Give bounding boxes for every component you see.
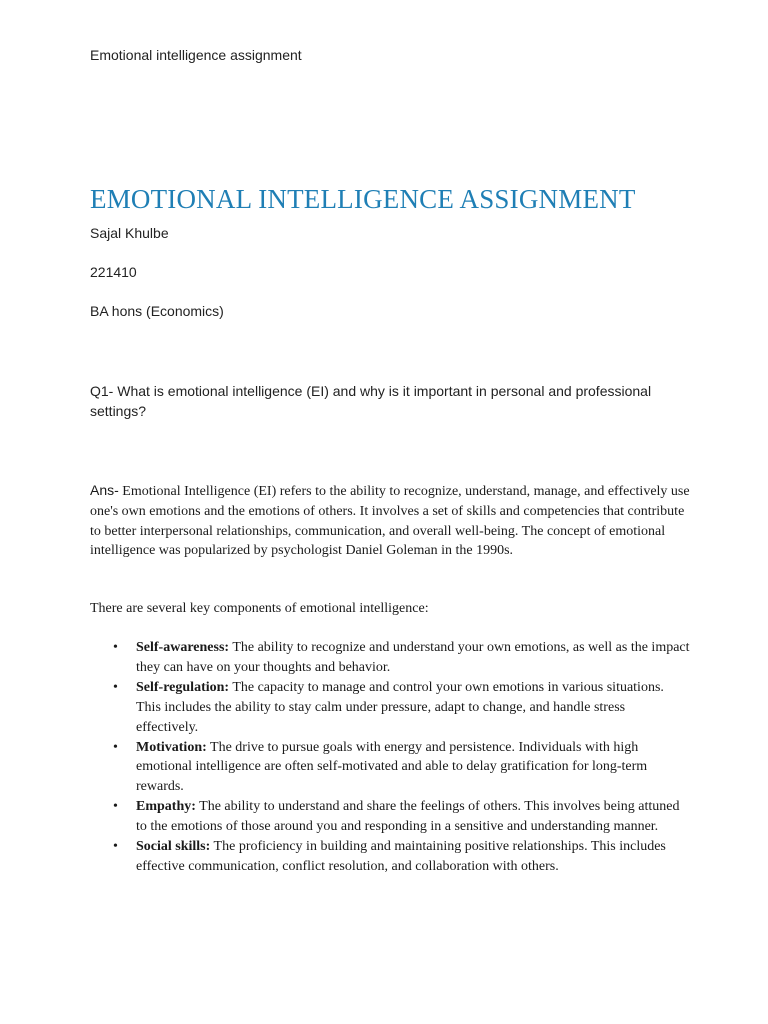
components-list xyxy=(90,638,690,877)
component-text: The proficiency in building and maintaining positive relationships. This includes effective communication, conflict resolution, and collaboration with others. xyxy=(136,839,666,874)
bullet-icon: • xyxy=(113,679,118,695)
list-item xyxy=(90,638,690,678)
list-item xyxy=(90,738,690,798)
author-name: Sajal Khulbe xyxy=(90,225,169,241)
component-term: Motivation: xyxy=(136,739,207,755)
component-term: Self-regulation: xyxy=(136,679,230,695)
course-name: BA hons (Economics) xyxy=(90,303,224,319)
question-text: Q1- What is emotional intelligence (EI) and why is it important in personal and professional settings? xyxy=(90,383,652,419)
student-id: 221410 xyxy=(90,264,137,280)
component-text: The ability to recognize and understand your own emotions, as well as the impact they can have on your thoughts and behavior. xyxy=(136,640,690,675)
bullet-icon: • xyxy=(113,739,118,755)
list-item xyxy=(90,678,690,738)
component-text: The ability to understand and share the feelings of others. This involves being attuned to the emotions of those around you and responding in a sensitive and understanding manner. xyxy=(136,799,680,835)
bullet-icon: • xyxy=(113,640,118,655)
component-term: Social skills: xyxy=(136,839,211,855)
component-term: Empathy: xyxy=(136,799,196,815)
list-item xyxy=(90,797,690,837)
answer-lead: Ans- xyxy=(90,482,119,498)
component-text: The capacity to manage and control your own emotions in various situations. This includes the ability to stay calm under pressure, adapt to change, and handle stress effectively. xyxy=(136,679,664,735)
document-title: EMOTIONAL INTELLIGENCE ASSIGNMENT xyxy=(90,184,636,214)
answer-body: Emotional Intelligence (EI) refers to the ability to recognize, understand, manage, and effectively use one's own emotions and the emotions of others. It involves a set of skills and competencies that contribute to better interpersonal relationships, communication, and overall well-being. The concept of emotional intelligence was popularized by psychologist Daniel Goleman in the 1990s. xyxy=(90,484,690,559)
bullet-icon: • xyxy=(113,799,118,815)
components-intro: There are several key components of emotional intelligence: xyxy=(90,601,429,616)
answer-paragraph xyxy=(90,481,690,561)
list-item xyxy=(90,837,690,877)
component-term: Self-awareness: xyxy=(136,640,230,655)
component-text: The drive to pursue goals with energy and persistence. Individuals with high emotional intelligence are often self-motivated and able to delay gratification for long-term rewards. xyxy=(136,739,648,795)
page-header: Emotional intelligence assignment xyxy=(90,47,302,63)
bullet-icon: • xyxy=(113,839,118,855)
